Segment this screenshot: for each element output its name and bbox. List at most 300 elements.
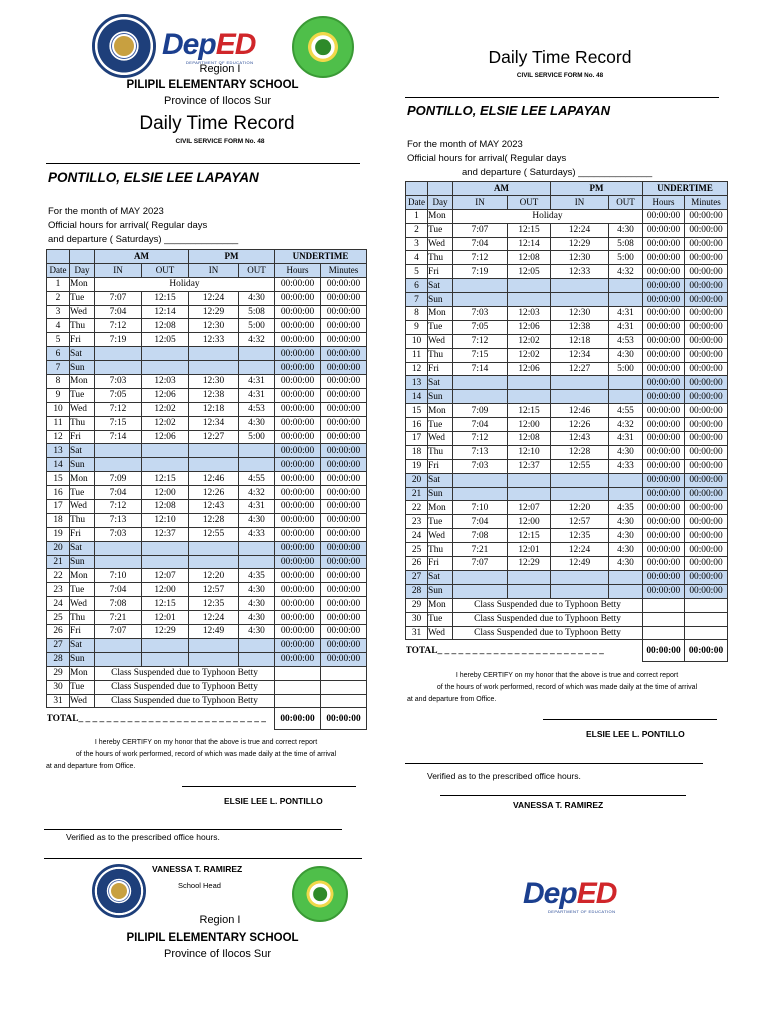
cell-am-out xyxy=(508,390,551,404)
cell-minutes: 00:00:00 xyxy=(685,334,728,348)
cell-hours xyxy=(275,666,321,680)
cell-hours: 00:00:00 xyxy=(643,459,685,473)
cell-am-in: 7:12 xyxy=(95,319,142,333)
table-row xyxy=(47,666,367,680)
cell-am-out: 12:06 xyxy=(142,388,189,402)
cell-day: Mon xyxy=(70,277,95,291)
cell-day: Sat xyxy=(428,279,453,293)
cell-date: 23 xyxy=(47,583,70,597)
cell-minutes: 00:00:00 xyxy=(321,388,367,402)
cell-day: Tue xyxy=(70,583,95,597)
col-minutes: Minutes xyxy=(685,195,728,209)
cell-minutes xyxy=(321,666,367,680)
cell-pm-in: 12:46 xyxy=(551,404,609,418)
table-row xyxy=(406,307,728,321)
table-row xyxy=(47,333,367,347)
cell-pm-in: 12:35 xyxy=(551,529,609,543)
cell-pm-out: 4:30 xyxy=(239,416,275,430)
cell-date: 1 xyxy=(406,209,428,223)
cell-date: 19 xyxy=(47,527,70,541)
cell-am-out xyxy=(142,458,189,472)
cell-am-out xyxy=(142,555,189,569)
cell-minutes: 00:00:00 xyxy=(321,444,367,458)
cell-am-in: 7:14 xyxy=(453,362,508,376)
am-header: AM xyxy=(453,182,551,196)
cell-pm-in: 12:46 xyxy=(189,472,239,486)
table-row xyxy=(406,529,728,543)
cell-date: 21 xyxy=(47,555,70,569)
cell-hours: 00:00:00 xyxy=(643,501,685,515)
cell-minutes: 00:00:00 xyxy=(685,584,728,598)
cell-am-in: 7:12 xyxy=(453,334,508,348)
month-line: For the month of MAY 2023 xyxy=(48,206,164,217)
cell-hours: 00:00:00 xyxy=(275,291,321,305)
cell-am-out: 12:05 xyxy=(142,333,189,347)
cell-date: 26 xyxy=(406,557,428,571)
cell-day: Tue xyxy=(428,515,453,529)
cell-date: 1 xyxy=(47,277,70,291)
cell-hours xyxy=(643,612,685,626)
cell-am-in: 7:04 xyxy=(95,583,142,597)
cell-pm-out xyxy=(239,361,275,375)
cell-am-in xyxy=(95,347,142,361)
cell-pm-in xyxy=(551,487,609,501)
cell-pm-in xyxy=(551,570,609,584)
cell-am-out: 12:06 xyxy=(142,430,189,444)
cell-am-in: 7:12 xyxy=(453,432,508,446)
cell-hours: 00:00:00 xyxy=(275,361,321,375)
cell-day: Wed xyxy=(428,626,453,640)
cell-pm-in: 12:28 xyxy=(189,513,239,527)
cell-note: Class Suspended due to Typhoon Betty xyxy=(95,680,275,694)
dtr-title: Daily Time Record xyxy=(139,113,295,134)
cell-am-out: 12:02 xyxy=(508,334,551,348)
cell-hours: 00:00:00 xyxy=(275,583,321,597)
cell-am-out: 12:37 xyxy=(508,459,551,473)
total-label: TOTAL_ _ _ _ _ _ _ _ _ _ _ _ _ _ _ _ _ _ _ _ _ _ _ _ xyxy=(405,646,604,657)
cell-am-in xyxy=(453,570,508,584)
cell-hours: 00:00:00 xyxy=(275,375,321,389)
cell-day: Fri xyxy=(428,557,453,571)
cell-pm-in: 12:49 xyxy=(551,557,609,571)
cell-am-out xyxy=(142,361,189,375)
cell-am-in: 7:13 xyxy=(453,445,508,459)
table-row xyxy=(47,416,367,430)
cell-pm-out: 4:30 xyxy=(609,223,643,237)
col-am-in: IN xyxy=(453,195,508,209)
cell-am-out: 12:03 xyxy=(508,307,551,321)
cell-pm-in xyxy=(189,638,239,652)
cell-pm-out: 4:30 xyxy=(239,611,275,625)
cell-am-out: 12:01 xyxy=(142,611,189,625)
cell-date: 7 xyxy=(406,293,428,307)
cell-am-out: 12:02 xyxy=(142,416,189,430)
cell-day: Wed xyxy=(428,432,453,446)
province-label: Province of Ilocos Sur xyxy=(164,95,271,107)
cell-day: Sat xyxy=(428,376,453,390)
cell-pm-in: 12:18 xyxy=(551,334,609,348)
cell-am-out xyxy=(142,347,189,361)
cell-am-in: 7:07 xyxy=(95,291,142,305)
cell-pm-in: 12:26 xyxy=(189,486,239,500)
cell-am-out: 12:07 xyxy=(508,501,551,515)
cell-am-in xyxy=(453,473,508,487)
cell-hours: 00:00:00 xyxy=(275,277,321,291)
cell-date: 13 xyxy=(47,444,70,458)
cell-hours: 00:00:00 xyxy=(643,237,685,251)
cell-pm-out: 4:35 xyxy=(239,569,275,583)
cell-day: Mon xyxy=(428,307,453,321)
cell-day: Fri xyxy=(428,459,453,473)
cell-day: Fri xyxy=(70,625,95,639)
cell-hours: 00:00:00 xyxy=(643,279,685,293)
cell-hours: 00:00:00 xyxy=(275,458,321,472)
verified-text: Verified as to the prescribed office hours. xyxy=(66,832,220,842)
cell-pm-out: 4:31 xyxy=(239,500,275,514)
cell-date: 22 xyxy=(47,569,70,583)
cell-pm-out: 5:08 xyxy=(239,305,275,319)
cell-am-in: 7:03 xyxy=(95,527,142,541)
table-row xyxy=(47,652,367,666)
cell-hours: 00:00:00 xyxy=(275,638,321,652)
table-row xyxy=(406,584,728,598)
cell-date: 11 xyxy=(406,348,428,362)
cell-day: Wed xyxy=(70,694,95,708)
cell-minutes: 00:00:00 xyxy=(685,265,728,279)
form-number: CIVIL SERVICE FORM No. 48 xyxy=(175,138,265,145)
cell-day: Sat xyxy=(70,541,95,555)
cell-minutes: 00:00:00 xyxy=(321,555,367,569)
verified-text-right: Verified as to the prescribed office hours. xyxy=(427,771,581,781)
cell-date: 14 xyxy=(406,390,428,404)
cell-hours: 00:00:00 xyxy=(275,513,321,527)
table-row xyxy=(406,598,728,612)
cell-day: Thu xyxy=(70,319,95,333)
cell-hours: 00:00:00 xyxy=(643,209,685,223)
cell-hours: 00:00:00 xyxy=(643,348,685,362)
school-name: PILIPIL ELEMENTARY SCHOOL xyxy=(126,79,299,91)
cell-am-in: 7:19 xyxy=(95,333,142,347)
cell-pm-out: 4:31 xyxy=(239,388,275,402)
cell-minutes: 00:00:00 xyxy=(685,487,728,501)
col-minutes: Minutes xyxy=(321,263,367,277)
cell-date: 31 xyxy=(406,626,428,640)
cell-am-out: 12:08 xyxy=(142,500,189,514)
employee-name-right: PONTILLO, ELSIE LEE LAPAYAN xyxy=(407,103,610,118)
cell-am-in xyxy=(95,444,142,458)
table-row xyxy=(406,473,728,487)
cell-hours: 00:00:00 xyxy=(275,625,321,639)
cell-am-in: 7:04 xyxy=(453,515,508,529)
cell-minutes: 00:00:00 xyxy=(321,361,367,375)
cell-hours: 00:00:00 xyxy=(275,319,321,333)
undertime-header: UNDERTIME xyxy=(275,250,367,264)
col-am-out: OUT xyxy=(142,263,189,277)
total-minutes: 00:00:00 xyxy=(685,640,728,662)
cell-am-in: 7:15 xyxy=(453,348,508,362)
cell-hours xyxy=(275,680,321,694)
cell-day: Fri xyxy=(428,265,453,279)
cell-hours: 00:00:00 xyxy=(275,444,321,458)
cell-am-out xyxy=(508,293,551,307)
table-row xyxy=(47,402,367,416)
table-row xyxy=(47,361,367,375)
cell-hours xyxy=(643,626,685,640)
table-row xyxy=(47,458,367,472)
cell-am-out xyxy=(142,652,189,666)
cell-am-out xyxy=(508,279,551,293)
cell-hours: 00:00:00 xyxy=(643,251,685,265)
cell-hours: 00:00:00 xyxy=(643,515,685,529)
cell-day: Fri xyxy=(428,362,453,376)
verify-top-line xyxy=(44,829,342,830)
col-hours: Hours xyxy=(275,263,321,277)
cell-am-in: 7:21 xyxy=(95,611,142,625)
cell-date: 17 xyxy=(47,500,70,514)
cell-am-in: 7:07 xyxy=(95,625,142,639)
certify-text-right: I hereby CERTIFY on my honor that the above is true and correct report of the hours of work performed, record of which was made daily at the time of arrival at and departure from Office. xyxy=(407,672,698,703)
cell-date: 16 xyxy=(406,418,428,432)
cell-hours xyxy=(643,598,685,612)
cell-pm-out: 5:00 xyxy=(239,319,275,333)
cell-am-in: 7:19 xyxy=(453,265,508,279)
cell-am-out: 12:15 xyxy=(142,291,189,305)
col-date: Date xyxy=(406,195,428,209)
cell-pm-out: 4:33 xyxy=(239,527,275,541)
cell-am-in: 7:12 xyxy=(95,500,142,514)
cell-day: Sun xyxy=(70,652,95,666)
cell-pm-in: 12:26 xyxy=(551,418,609,432)
table-row xyxy=(406,223,728,237)
cell-am-in: 7:07 xyxy=(453,557,508,571)
cell-date: 4 xyxy=(406,251,428,265)
cell-minutes: 00:00:00 xyxy=(685,237,728,251)
table-row xyxy=(47,347,367,361)
cell-am-in xyxy=(95,541,142,555)
cell-pm-out: 4:32 xyxy=(609,265,643,279)
cell-pm-out xyxy=(609,279,643,293)
cell-pm-out xyxy=(239,347,275,361)
deped-subtitle-bottom: DEPARTMENT OF EDUCATION xyxy=(548,909,616,914)
cell-date: 25 xyxy=(406,543,428,557)
cell-minutes: 00:00:00 xyxy=(685,251,728,265)
cell-hours: 00:00:00 xyxy=(643,487,685,501)
cell-am-out: 12:10 xyxy=(142,513,189,527)
table-row xyxy=(406,362,728,376)
signer-name: ELSIE LEE L. PONTILLO xyxy=(224,796,323,806)
cell-hours: 00:00:00 xyxy=(643,334,685,348)
cell-pm-out: 4:32 xyxy=(239,486,275,500)
table-row xyxy=(47,569,367,583)
cell-pm-in: 12:55 xyxy=(551,459,609,473)
table-row xyxy=(47,500,367,514)
cell-date: 12 xyxy=(47,430,70,444)
table-row xyxy=(406,570,728,584)
cell-minutes: 00:00:00 xyxy=(321,527,367,541)
cell-am-in: 7:12 xyxy=(95,402,142,416)
head-name-right: VANESSA T. RAMIREZ xyxy=(513,800,604,810)
col-pm-out: OUT xyxy=(239,263,275,277)
cell-am-in: 7:13 xyxy=(95,513,142,527)
cell-date: 21 xyxy=(406,487,428,501)
cell-pm-in: 12:24 xyxy=(189,291,239,305)
cell-pm-out xyxy=(239,458,275,472)
cell-am-out: 12:10 xyxy=(508,445,551,459)
cell-date: 3 xyxy=(47,305,70,319)
cell-hours: 00:00:00 xyxy=(643,432,685,446)
cell-pm-in xyxy=(189,652,239,666)
cell-date: 13 xyxy=(406,376,428,390)
cell-day: Sun xyxy=(70,555,95,569)
cell-hours: 00:00:00 xyxy=(275,569,321,583)
cell-pm-in: 12:20 xyxy=(189,569,239,583)
cell-pm-in: 12:20 xyxy=(551,501,609,515)
table-row xyxy=(47,472,367,486)
cell-hours: 00:00:00 xyxy=(643,293,685,307)
cell-pm-out: 4:30 xyxy=(609,445,643,459)
cell-day: Sun xyxy=(428,390,453,404)
cell-pm-out: 4:55 xyxy=(609,404,643,418)
cell-day: Thu xyxy=(428,348,453,362)
cell-date: 4 xyxy=(47,319,70,333)
cell-minutes: 00:00:00 xyxy=(321,583,367,597)
cell-date: 27 xyxy=(47,638,70,652)
cell-minutes: 00:00:00 xyxy=(685,293,728,307)
cell-minutes: 00:00:00 xyxy=(685,515,728,529)
school-name-bottom: PILIPIL ELEMENTARY SCHOOL xyxy=(126,932,299,944)
table-row xyxy=(47,527,367,541)
cell-minutes xyxy=(685,612,728,626)
cell-day: Sat xyxy=(70,347,95,361)
cell-am-in xyxy=(453,487,508,501)
cell-pm-out xyxy=(609,473,643,487)
cell-day: Tue xyxy=(428,612,453,626)
col-pm-in: IN xyxy=(189,263,239,277)
cell-hours: 00:00:00 xyxy=(275,486,321,500)
cell-hours: 00:00:00 xyxy=(643,529,685,543)
cell-minutes: 00:00:00 xyxy=(321,402,367,416)
cell-pm-out: 4:31 xyxy=(609,307,643,321)
table-row xyxy=(406,209,728,223)
cell-date: 20 xyxy=(406,473,428,487)
table-row xyxy=(406,515,728,529)
cell-am-out xyxy=(508,376,551,390)
cell-day: Sat xyxy=(428,570,453,584)
cell-day: Wed xyxy=(70,305,95,319)
am-header: AM xyxy=(95,250,189,264)
cell-am-out: 12:37 xyxy=(142,527,189,541)
total-minutes: 00:00:00 xyxy=(321,708,367,730)
cell-am-in: 7:08 xyxy=(95,597,142,611)
table-row xyxy=(47,388,367,402)
table-row xyxy=(406,501,728,515)
deped-wordmark-bottom: DepED xyxy=(523,877,617,910)
cell-date: 3 xyxy=(406,237,428,251)
cell-hours: 00:00:00 xyxy=(643,445,685,459)
cell-pm-in: 12:43 xyxy=(551,432,609,446)
cell-pm-in: 12:33 xyxy=(189,333,239,347)
table-row xyxy=(47,625,367,639)
cell-hours: 00:00:00 xyxy=(275,416,321,430)
cell-am-in xyxy=(453,584,508,598)
col-day: Day xyxy=(70,263,95,277)
cell-am-out xyxy=(508,570,551,584)
cell-pm-in: 12:55 xyxy=(189,527,239,541)
cell-am-in xyxy=(95,361,142,375)
head-signature-line-right xyxy=(440,795,686,796)
cell-minutes: 00:00:00 xyxy=(685,209,728,223)
cell-date: 9 xyxy=(406,320,428,334)
cell-am-in: 7:04 xyxy=(453,237,508,251)
cell-hours: 00:00:00 xyxy=(643,404,685,418)
cell-am-in xyxy=(453,390,508,404)
region-label-bottom: Region I xyxy=(199,914,241,926)
cell-note: Class Suspended due to Typhoon Betty xyxy=(95,666,275,680)
cell-minutes: 00:00:00 xyxy=(321,625,367,639)
cell-am-out: 12:00 xyxy=(142,486,189,500)
cell-date: 8 xyxy=(47,375,70,389)
table-row xyxy=(406,293,728,307)
cell-pm-in xyxy=(551,584,609,598)
cell-pm-out xyxy=(609,390,643,404)
cell-pm-out: 5:08 xyxy=(609,237,643,251)
cell-day: Thu xyxy=(428,251,453,265)
cell-am-out: 12:15 xyxy=(142,472,189,486)
cell-pm-out: 4:30 xyxy=(609,529,643,543)
cell-date: 18 xyxy=(47,513,70,527)
cell-minutes: 00:00:00 xyxy=(685,543,728,557)
signature-line-right xyxy=(543,719,717,720)
cell-pm-out: 4:32 xyxy=(609,418,643,432)
cell-pm-out xyxy=(239,555,275,569)
cell-pm-out xyxy=(239,541,275,555)
cell-minutes: 00:00:00 xyxy=(685,404,728,418)
cell-am-in xyxy=(453,293,508,307)
cell-am-in xyxy=(95,555,142,569)
cell-pm-in: 12:24 xyxy=(551,223,609,237)
cell-minutes: 00:00:00 xyxy=(321,375,367,389)
table-row xyxy=(47,319,367,333)
cell-am-out: 12:15 xyxy=(508,529,551,543)
cell-day: Thu xyxy=(428,543,453,557)
cell-pm-out: 4:31 xyxy=(609,432,643,446)
cell-hours: 00:00:00 xyxy=(643,418,685,432)
cell-minutes xyxy=(685,598,728,612)
table-row xyxy=(406,612,728,626)
cell-date: 2 xyxy=(406,223,428,237)
cell-date: 26 xyxy=(47,625,70,639)
cell-day: Thu xyxy=(70,611,95,625)
cell-date: 28 xyxy=(47,652,70,666)
cell-minutes: 00:00:00 xyxy=(321,333,367,347)
table-row xyxy=(47,277,367,291)
table-row xyxy=(47,486,367,500)
cell-minutes: 00:00:00 xyxy=(321,472,367,486)
official-hours-line-right: Official hours for arrival( Regular days xyxy=(407,153,567,164)
cell-date: 5 xyxy=(47,333,70,347)
cell-day: Tue xyxy=(428,223,453,237)
cell-pm-out: 4:31 xyxy=(609,320,643,334)
cell-date: 7 xyxy=(47,361,70,375)
cell-hours: 00:00:00 xyxy=(275,611,321,625)
cell-day: Tue xyxy=(70,680,95,694)
official-hours-line: Official hours for arrival( Regular days xyxy=(48,220,208,231)
cell-am-out: 12:08 xyxy=(508,432,551,446)
cell-am-out xyxy=(142,541,189,555)
cell-minutes: 00:00:00 xyxy=(685,279,728,293)
cell-note: Holiday xyxy=(453,209,643,223)
cell-minutes: 00:00:00 xyxy=(685,432,728,446)
